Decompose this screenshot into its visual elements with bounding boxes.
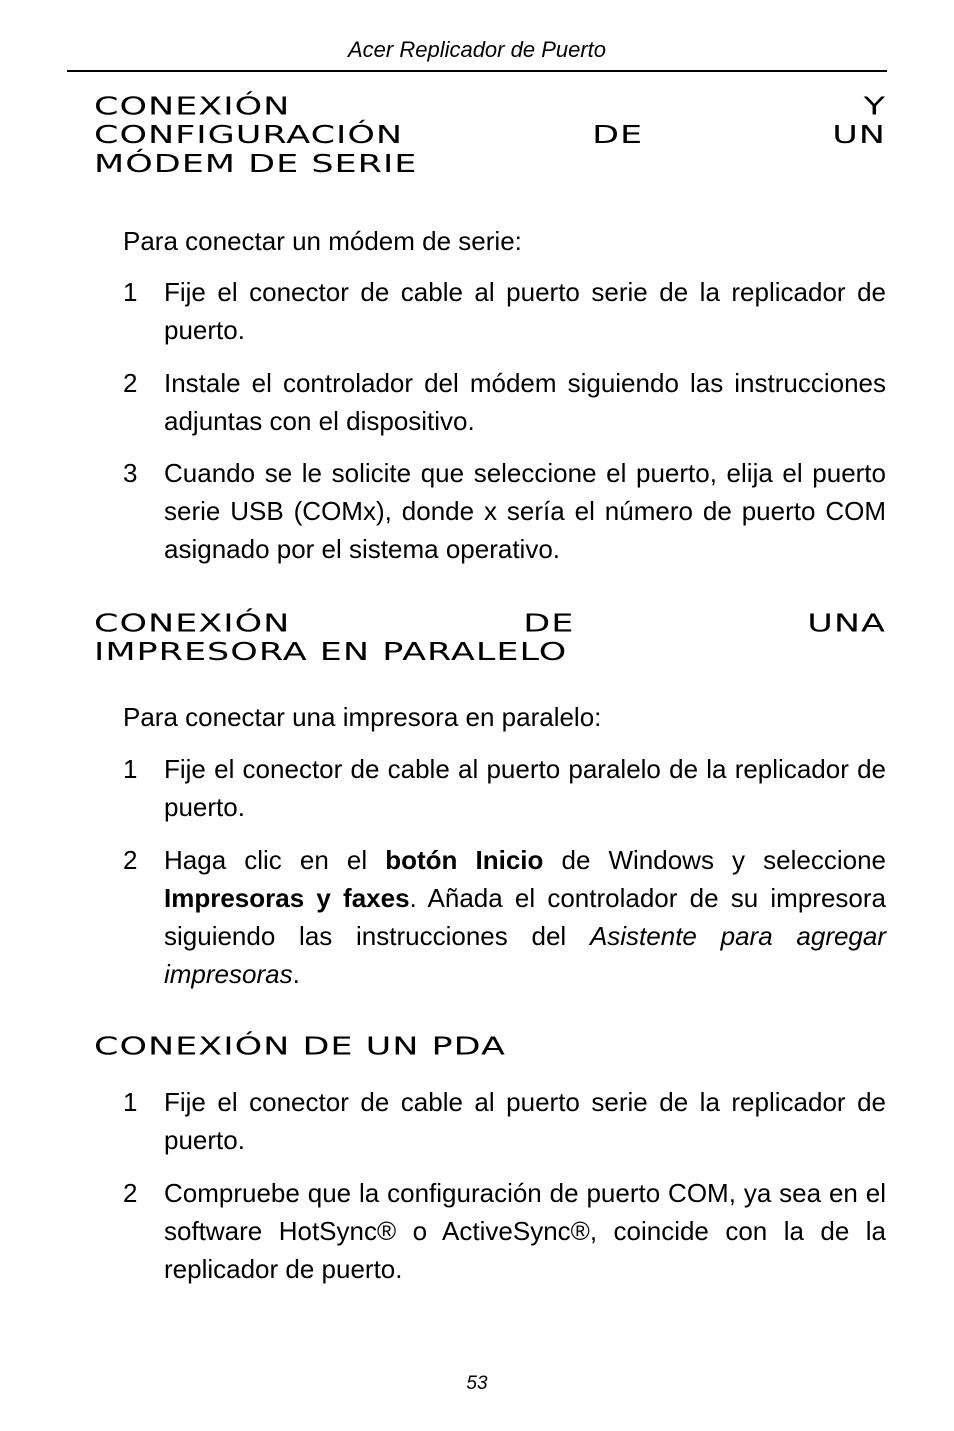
heading-modem-line-3: MÓDEM DE SERIE (94, 149, 418, 179)
step-text-part: de Windows y seleccione (543, 845, 886, 875)
list-item (123, 273, 886, 349)
list-item (123, 454, 886, 568)
running-header: Acer Replicador de Puerto (347, 37, 607, 62)
list-item (123, 364, 886, 440)
heading-printer-line-1: CONEXIÓN DE UNA (94, 609, 886, 638)
add-printer-wizard-label: Asistente para agregar impresoras (164, 921, 887, 989)
heading-modem-line-2: CONFIGURACIÓN DE UN (94, 120, 886, 150)
intro-modem: Para conectar un módem de serie: (123, 226, 522, 256)
list-item (123, 841, 886, 993)
list-item (123, 750, 886, 826)
step-text: Fije el conector de cable al puerto serie de la replicador de puerto. (164, 277, 886, 345)
step-text: Cuando se le solicite que seleccione el puerto, elija el puerto serie USB (COMx), donde x sería el número de puerto COM asignado por el sistema operativo. (164, 458, 886, 564)
list-item (123, 1174, 886, 1288)
step-text: Compruebe que la configuración de puerto COM, ya sea en el software HotSync® o ActiveSync®, coincide con la de la replicador de puerto. (164, 1178, 886, 1284)
step-number: 1 (123, 277, 138, 307)
heading-pda-line-1: CONEXIÓN DE UN PDA (94, 1032, 506, 1061)
heading-printer (94, 609, 886, 667)
heading-modem-line-1: CONEXIÓN Y (94, 92, 886, 121)
step-number: 2 (123, 1178, 138, 1208)
step-text-part: Haga clic en el (164, 845, 386, 875)
list-item (123, 1083, 886, 1159)
printers-faxes-label: Impresoras y faxes (164, 883, 410, 913)
heading-pda (94, 1032, 886, 1061)
step-text: Instale el controlador del módem siguiendo las instrucciones adjuntas con el dispositivo. (164, 368, 886, 436)
intro-printer: Para conectar una impresora en paralelo: (123, 702, 602, 732)
step-text: Fije el conector de cable al puerto serie de la replicador de puerto. (164, 1087, 886, 1155)
step-text-part: . (292, 959, 300, 989)
heading-modem (94, 92, 886, 178)
header-rule (67, 70, 887, 72)
page-number: 53 (466, 1373, 488, 1394)
step-number: 1 (123, 1087, 138, 1117)
start-button-label: botón Inicio (385, 845, 544, 875)
step-text (164, 841, 886, 993)
heading-printer-line-2: IMPRESORA EN PARALELO (94, 637, 568, 667)
step-number: 2 (123, 368, 138, 398)
step-text: Fije el conector de cable al puerto paralelo de la replicador de puerto. (164, 754, 886, 822)
step-number: 1 (123, 754, 138, 784)
step-text-part: . Añada el controlador de su impresora siguiendo las instrucciones del (164, 883, 886, 951)
step-number: 2 (123, 845, 138, 875)
step-number: 3 (123, 458, 138, 488)
